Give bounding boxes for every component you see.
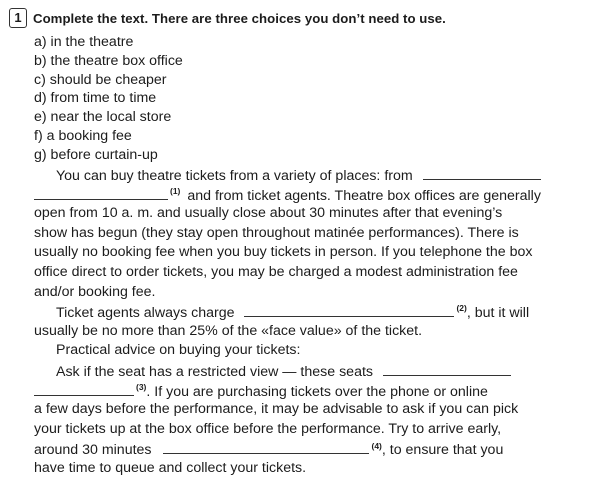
passage-segment: and/or booking fee. <box>34 283 156 300</box>
passage-line <box>34 459 306 479</box>
gap-3-blank[interactable] <box>34 381 134 396</box>
passage-segment: have time to queue and collect your tickets. <box>34 460 307 476</box>
task-number-box: 1 <box>9 8 27 28</box>
passage-line <box>56 302 529 322</box>
passage-segment: usually no booking fee when you buy tickets in person. If you telephone the box <box>34 244 533 261</box>
passage-line <box>34 420 501 440</box>
passage-line <box>34 322 422 342</box>
passage-line <box>34 224 519 244</box>
passage-line <box>34 204 539 224</box>
passage-segment: your tickets up at the box office before the performance. Try to arrive early, <box>34 420 502 437</box>
exercise-header <box>9 8 446 28</box>
passage-segment: Ticket agents always charge <box>56 305 235 322</box>
passage-segment: , to ensure that you <box>381 442 504 459</box>
passage-segment: show has begun (they stay open throughout matinée performances). There is <box>34 224 519 241</box>
gap-4-number: (4) <box>371 440 382 451</box>
gap-3-line-start <box>383 361 511 376</box>
passage-segment: . If you are purchasing tickets over the phone or online <box>146 383 488 400</box>
passage-segment: around 30 minutes <box>34 442 152 459</box>
passage-line <box>34 263 518 283</box>
gap-1-blank[interactable] <box>34 185 168 200</box>
gap-4-blank[interactable] <box>163 439 369 454</box>
gap-1-line-start <box>423 165 541 180</box>
passage-line <box>34 243 532 263</box>
passage-line <box>56 361 511 381</box>
choice-d: d) from time to time <box>34 90 157 107</box>
gap-2-number: (2) <box>456 303 467 314</box>
gap-3-number: (3) <box>136 381 147 392</box>
choice-g: g) before curtain-up <box>34 146 158 163</box>
choice-c: c) should be cheaper <box>34 71 167 88</box>
passage-line <box>56 341 300 361</box>
passage-line <box>34 439 503 459</box>
choices-list <box>34 33 183 165</box>
passage-line <box>34 185 541 205</box>
task-instruction: Complete the text. There are three choices you don’t need to use. <box>33 10 446 26</box>
passage-line <box>34 283 155 303</box>
choice-b: b) the theatre box office <box>34 52 183 69</box>
passage-segment: Ask if the seat has a restricted view — these seats <box>56 364 373 380</box>
choice-a: a) in the theatre <box>34 34 134 50</box>
passage-segment: You can buy theatre tickets from a variety of places: from <box>56 168 413 184</box>
gap-2-blank[interactable] <box>244 302 454 317</box>
passage-line <box>56 165 541 185</box>
passage-line <box>34 400 518 420</box>
passage-segment: and from ticket agents. Theatre box offices are generally <box>187 187 541 204</box>
passage-line <box>34 381 488 401</box>
passage-segment: , but it will <box>466 305 530 322</box>
choice-e: e) near the local store <box>34 109 172 126</box>
passage-segment: a few days before the performance, it may be advisable to ask if you can pick <box>34 401 519 418</box>
choice-f: f) a booking fee <box>34 127 132 144</box>
passage-segment: open from 10 a. m. and usually close about 30 minutes after that evening’s <box>34 205 503 222</box>
passage-segment: office direct to order tickets, you may be charged a modest administration fee <box>34 264 518 280</box>
gap-1-number: (1) <box>170 185 181 196</box>
passage-segment: usually be no more than 25% of the «face value» of the ticket. <box>34 322 423 339</box>
passage-segment: Practical advice on buying your tickets: <box>56 342 301 359</box>
